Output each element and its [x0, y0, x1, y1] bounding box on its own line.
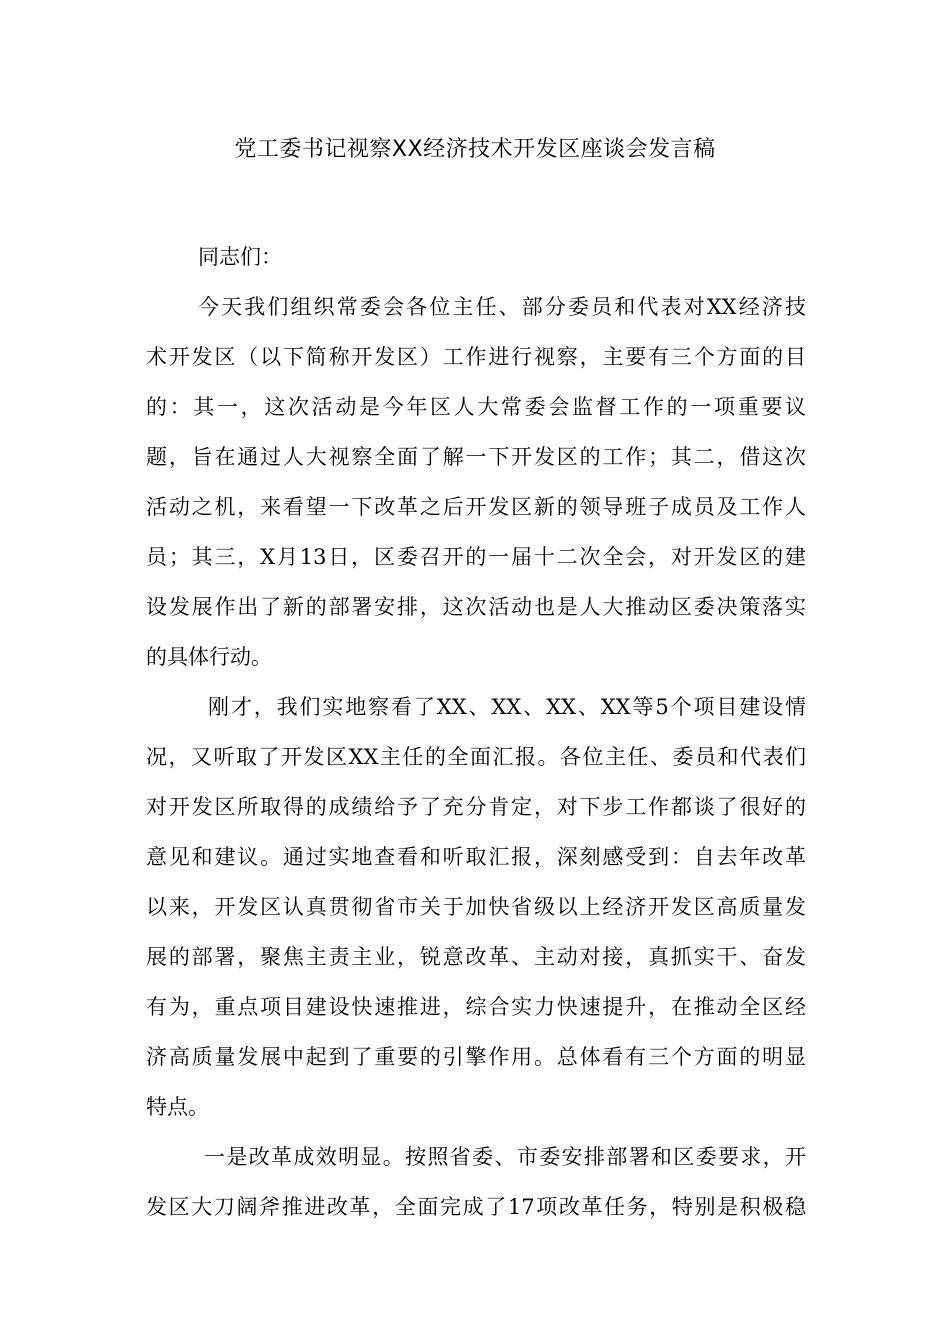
- paragraph-line: 对开发区所取得的成绩给予了充分肯定，对下步工作都谈了很好的: [146, 795, 806, 819]
- paragraph-line: 的：其一，这次活动是今年区人大常委会监督工作的一项重要议: [146, 395, 806, 419]
- paragraph-line: 况，又听取了开发区XX主任的全面汇报。各位主任、委员和代表们: [146, 745, 806, 769]
- paragraph-line: 今天我们组织常委会各位主任、部分委员和代表对XX经济技: [198, 295, 806, 319]
- paragraph-line: 术开发区（以下简称开发区）工作进行视察，主要有三个方面的目: [146, 345, 806, 369]
- paragraph-line: 特点。: [146, 1095, 209, 1119]
- paragraph-3: [146, 1132, 806, 1232]
- paragraph-1: [146, 282, 806, 682]
- paragraph-line: 意见和建议。通过实地查看和听取汇报，深刻感受到：自去年改革: [146, 845, 806, 869]
- paragraph-line: 设发展作出了新的部署安排，这次活动也是人大推动区委决策落实: [146, 595, 806, 619]
- paragraph-line: 员；其三，X月13日，区委召开的一届十二次全会，对开发区的建: [146, 545, 806, 569]
- paragraph-line: 展的部署，聚焦主责主业，锐意改革、主动对接，真抓实干、奋发: [146, 945, 806, 969]
- paragraph-line: 刚才，我们实地察看了XX、XX、XX、XX等5个项目建设情: [208, 695, 806, 719]
- paragraph-line: 活动之机，来看望一下改革之后开发区新的领导班子成员及工作人: [146, 495, 806, 519]
- paragraph-line: 发区大刀阔斧推进改革，全面完成了17项改革任务，特别是积极稳: [146, 1195, 806, 1219]
- paragraph-2: [146, 682, 806, 1132]
- paragraph-line: 济高质量发展中起到了重要的引擎作用。总体看有三个方面的明显: [146, 1045, 806, 1069]
- document-body: [146, 232, 806, 1232]
- paragraph-line: 的具体行动。: [146, 645, 272, 669]
- paragraph-line: 有为，重点项目建设快速推进，综合实力快速提升，在推动全区经: [146, 995, 806, 1019]
- paragraph-line: 题，旨在通过人大视察全面了解一下开发区的工作；其二，借这次: [146, 445, 806, 469]
- document-title: 党工委书记视察XX经济技术开发区座谈会发言稿: [234, 137, 716, 162]
- paragraph-line: 一是改革成效明显。按照省委、市委安排部署和区委要求，开: [204, 1145, 806, 1169]
- paragraph-line: 以来，开发区认真贯彻省市关于加快省级以上经济开发区高质量发: [146, 895, 806, 919]
- salutation: 同志们：: [198, 245, 282, 269]
